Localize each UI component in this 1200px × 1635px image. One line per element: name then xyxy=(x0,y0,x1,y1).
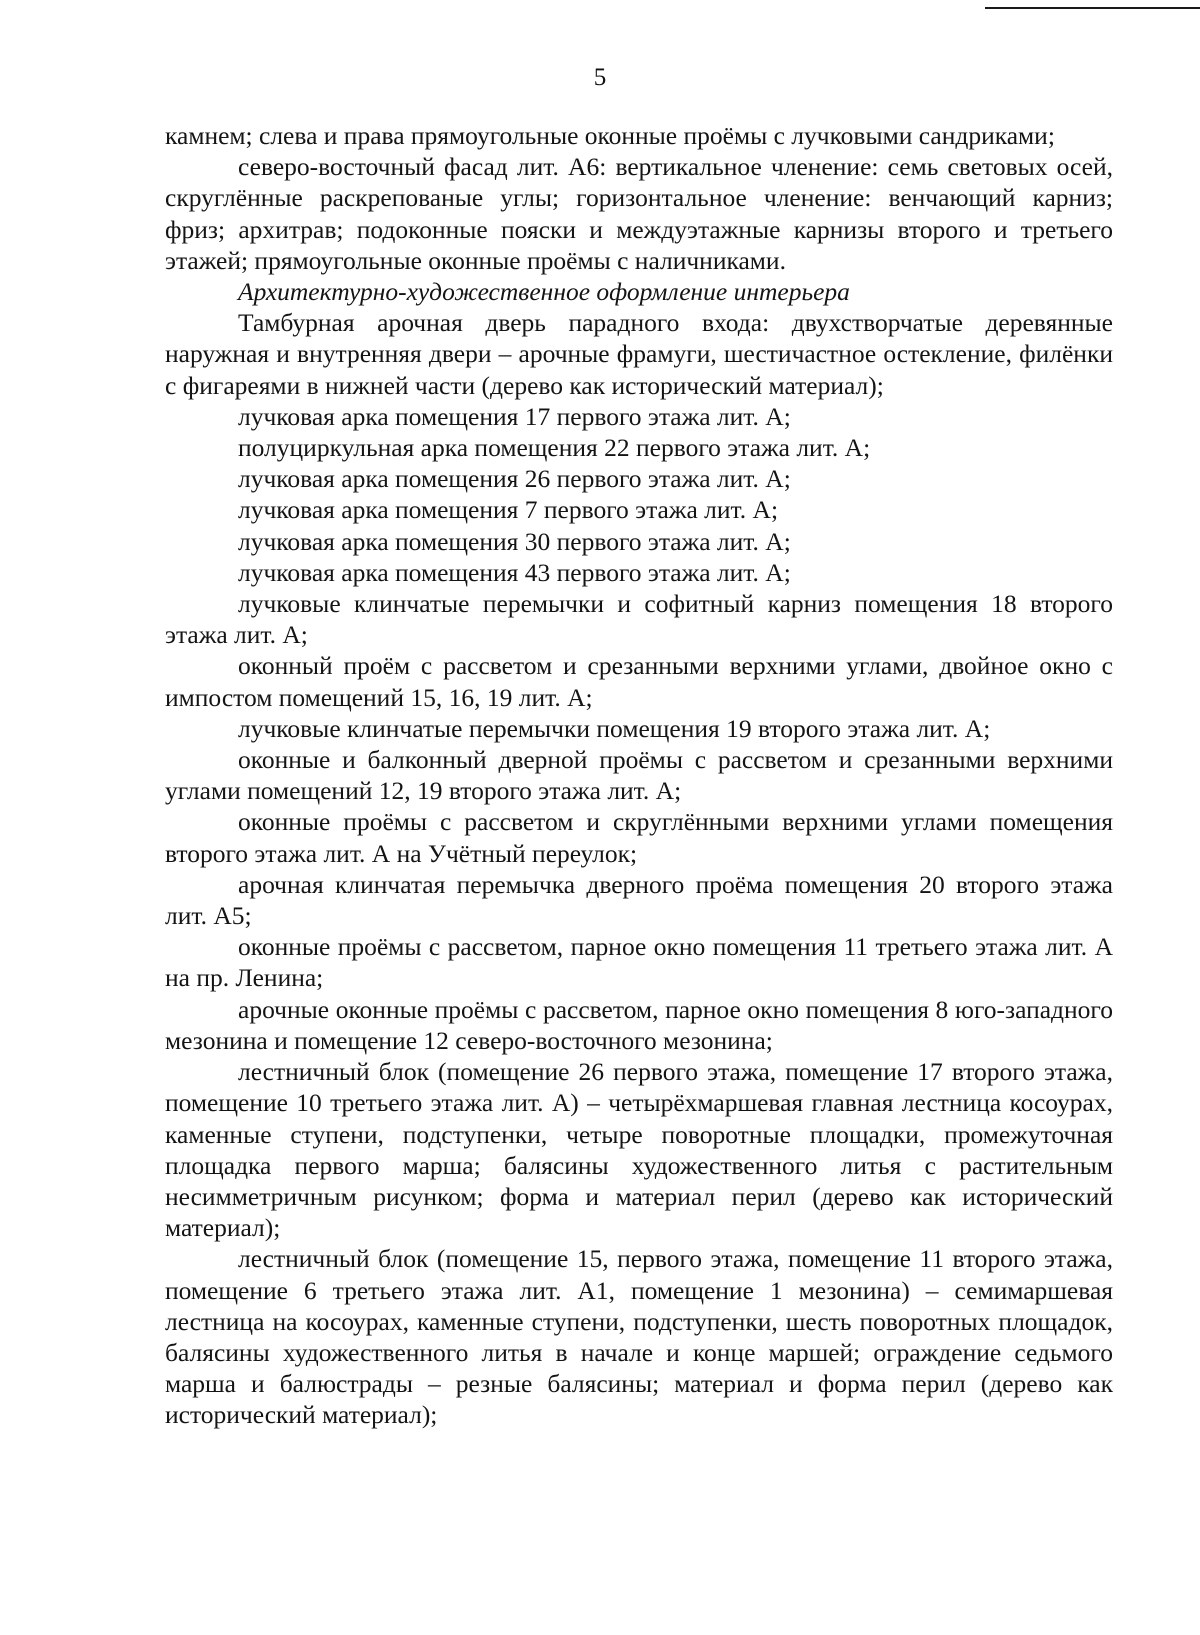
list-item: оконные проёмы с рассветом, парное окно помещения 11 третьего этажа лит. А на пр. Ленина; xyxy=(165,932,1113,993)
list-item: арочные оконные проёмы с рассветом, парное окно помещения 8 юго-западного мезонина и помещение 12 северо-восточного мезонина; xyxy=(165,994,1113,1055)
list-item: оконные и балконный дверной проёмы с рассветом и срезанными верхними углами помещений 12, 19 второго этажа лит. А; xyxy=(165,745,1113,806)
list-item: лучковая арка помещения 30 первого этажа лит. А; xyxy=(238,526,791,556)
list-item: лучковая арка помещения 7 первого этажа лит. А; xyxy=(238,495,779,525)
list-item: полуциркульная арка помещения 22 первого этажа лит. А; xyxy=(238,433,871,463)
list-item: лестничный блок (помещение 26 первого этажа, помещение 17 второго этажа, помещение 10 третьего этажа лит. А) – четырёхмаршевая главная лестница косоурах, каменные ступени, подступенки, четыре поворотные площадки, промежуточная площадка первого марша; балясины художественного литья с растительным несимметричным рисунком; форма и материал перил (дерево как исторический материал); xyxy=(165,1057,1113,1243)
list-item: оконные проёмы с рассветом и скруглёнными верхними углами помещения второго этажа лит. А на Учётный переулок; xyxy=(165,807,1113,868)
list-item: лучковая арка помещения 43 первого этажа лит. А; xyxy=(238,557,791,587)
document-body xyxy=(165,120,1113,1431)
section-heading: Архитектурно-художественное оформление интерьера xyxy=(238,277,850,307)
paragraph: камнем; слева и права прямоугольные оконные проёмы с лучковыми сандриками; xyxy=(165,121,1055,150)
page-number: 5 xyxy=(593,64,607,91)
list-item: лучковые клинчатые перемычки помещения 19 второго этажа лит. А; xyxy=(238,713,991,743)
list-item: оконный проём с рассветом и срезанными верхними углами, двойное окно с импостом помещений 15, 16, 19 лит. А; xyxy=(165,651,1113,712)
list-item: лучковая арка помещения 26 первого этажа лит. А; xyxy=(238,464,791,494)
paragraph: Тамбурная арочная дверь парадного входа: двухстворчатые деревянные наружная и внутренняя двери – арочные фрамуги, шестичастное остекление, филёнки с фигареями в нижней части (дерево как исторический материал); xyxy=(165,308,1113,400)
list-item: арочная клинчатая перемычка дверного проёма помещения 20 второго этажа лит. А5; xyxy=(165,869,1113,931)
list-item: лучковая арка помещения 17 первого этажа лит. А; xyxy=(238,401,791,431)
top-rule xyxy=(985,7,1200,9)
paragraph: северо-восточный фасад лит. А6: вертикальное членение: семь световых осей, скруглённые раскрепованые углы; горизонтальное членение: венчающий карниз; фриз; архитрав; подоконные пояски и междуэтажные карнизы второго и третьего этажей; прямоугольные оконные проёмы с наличниками. xyxy=(165,152,1113,275)
list-item: лучковые клинчатые перемычки и софитный карниз помещения 18 второго этажа лит. А; xyxy=(165,589,1113,650)
list-item: лестничный блок (помещение 15, первого этажа, помещение 11 второго этажа, помещение 6 третьего этажа лит. А1, помещение 1 мезонина) – семимаршевая лестница на косоурах, каменные ступени, подступенки, шесть поворотных площадок, балясины художественного литья в начале и конце маршей; ограждение седьмого марша и балюстрады – резные балясины; материал и форма перил (дерево как исторический материал); xyxy=(165,1244,1113,1430)
